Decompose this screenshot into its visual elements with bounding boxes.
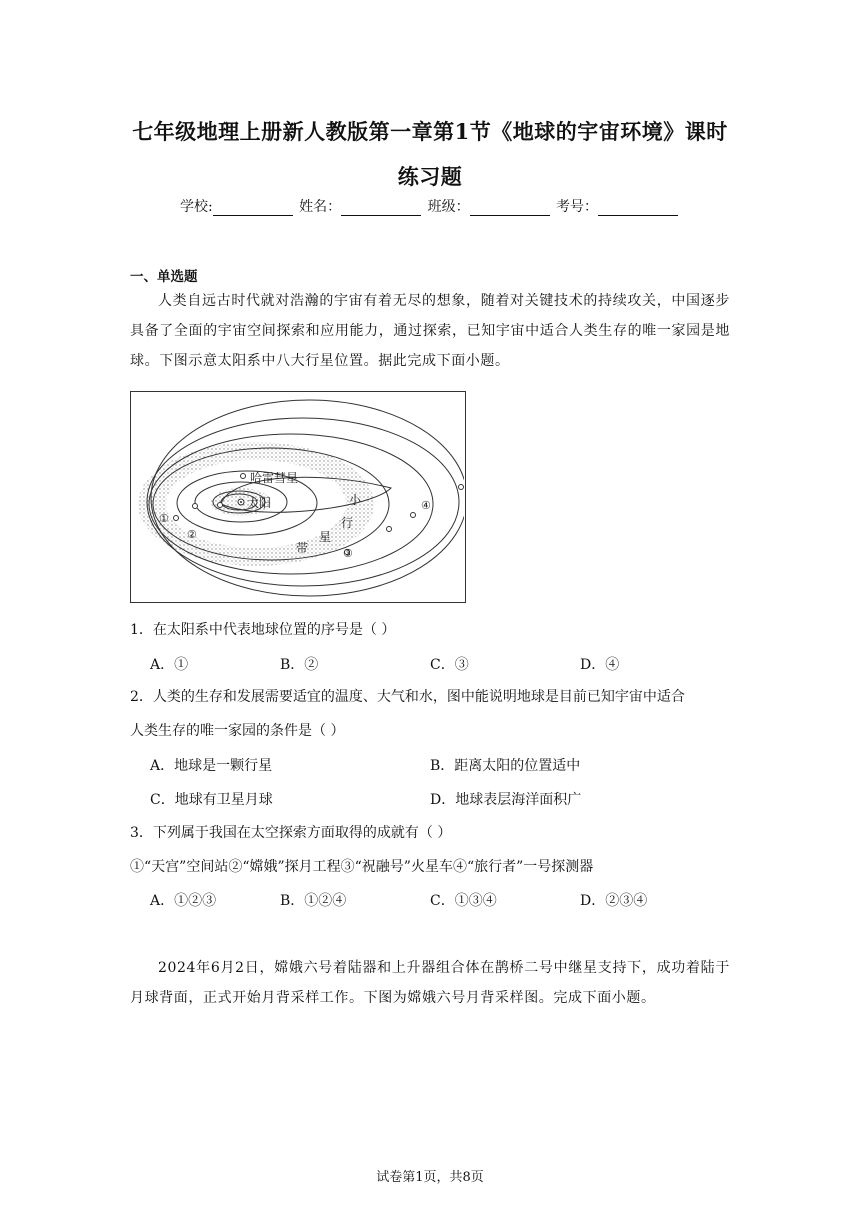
- marker-1: ①: [159, 512, 169, 525]
- q1-option-a[interactable]: A．①: [150, 657, 189, 673]
- marker-3: ③: [343, 547, 353, 560]
- question-1-stem: 1．在太阳系中代表地球位置的序号是（ ）: [130, 622, 396, 638]
- comet-label: 哈雷彗星: [250, 471, 299, 485]
- class-blank[interactable]: [470, 201, 550, 216]
- student-info-line: [0, 196, 860, 216]
- planet-earth: [174, 516, 179, 521]
- question-3-items: ①“天宫”空间站②“嫦娥”探月工程③“祝融号”火星车④“旅行者”一号探测器: [130, 859, 594, 875]
- solar-system-figure: [130, 391, 466, 603]
- school-blank[interactable]: [213, 201, 293, 216]
- class-label: 班级：: [427, 199, 470, 215]
- marker-4: ④: [421, 499, 431, 512]
- q3-option-a[interactable]: A．①②③: [150, 893, 217, 909]
- q2-option-c[interactable]: C．地球有卫星月球: [150, 792, 273, 808]
- belt-char-3: 星: [319, 530, 332, 544]
- question-2-stem-line1: 2．人类的生存和发展需要适宜的温度、大气和水，图中能说明地球是目前已知宇宙中适合: [130, 689, 685, 705]
- passage-1: 人类自远古时代就对浩瀚的宇宙有着无尽的想象，随着对关键技术的持续攻关，中国逐步具备了全面的宇宙空间探索和应用能力，通过探索，已知宇宙中适合人类生存的唯一家园是地球。下图示意太阳系中八大行星位置。据此完成下面小题。: [130, 293, 730, 369]
- exam-number-blank[interactable]: [598, 201, 678, 216]
- halley-comet: [241, 474, 246, 479]
- page-footer: 试卷第1页，共8页: [376, 1170, 484, 1185]
- planet-saturn: [387, 527, 392, 532]
- planet-uranus: [411, 513, 416, 518]
- solar-system-diagram: [131, 392, 464, 601]
- passage-2: 2024年6月2日，嫦娥六号着陆器和上升器组合体在鹊桥二号中继星支持下，成功着陆于月球背面，正式开始月背采样工作。下图为嫦娥六号月背采样图。完成下面小题。: [130, 960, 730, 1006]
- q3-option-d[interactable]: D．②③④: [580, 893, 648, 909]
- name-label: 姓名：: [299, 199, 342, 215]
- marker-2: ②: [187, 528, 197, 541]
- belt-char-4: 带: [296, 541, 309, 555]
- school-label: 学校:: [179, 199, 213, 215]
- q2-option-d[interactable]: D．地球表层海洋面积广: [430, 792, 582, 808]
- question-2-stem-line2: 人类生存的唯一家园的条件是（ ）: [130, 723, 345, 739]
- name-blank[interactable]: [341, 201, 421, 216]
- planet-neptune: [459, 485, 464, 490]
- question-3-stem: 3．下列属于我国在太空探索方面取得的成就有（ ）: [130, 825, 452, 841]
- sun-core: [240, 501, 242, 503]
- sun-label: 太阳: [247, 496, 272, 510]
- q1-option-d[interactable]: D．④: [580, 657, 620, 673]
- q1-option-b[interactable]: B．②: [280, 657, 319, 673]
- exam-number-label: 考号：: [556, 199, 599, 215]
- q3-option-b[interactable]: B．①②④: [280, 893, 347, 909]
- q2-option-a[interactable]: A．地球是一颗行星: [150, 758, 273, 774]
- belt-char-2: 行: [341, 516, 354, 530]
- page-title-line2: 练习题: [397, 164, 463, 189]
- q3-option-c[interactable]: C．①③④: [430, 893, 497, 909]
- page-title-line1: 七年级地理上册新人教版第一章第1节《地球的宇宙环境》课时: [132, 119, 728, 144]
- belt-char-1: 小: [349, 493, 362, 507]
- planet-venus: [193, 504, 198, 509]
- q2-option-b[interactable]: B．距离太阳的位置适中: [430, 758, 581, 774]
- planet-mercury: [218, 503, 223, 508]
- section-heading: 一、单选题: [130, 269, 198, 285]
- q1-option-c[interactable]: C．③: [430, 657, 469, 673]
